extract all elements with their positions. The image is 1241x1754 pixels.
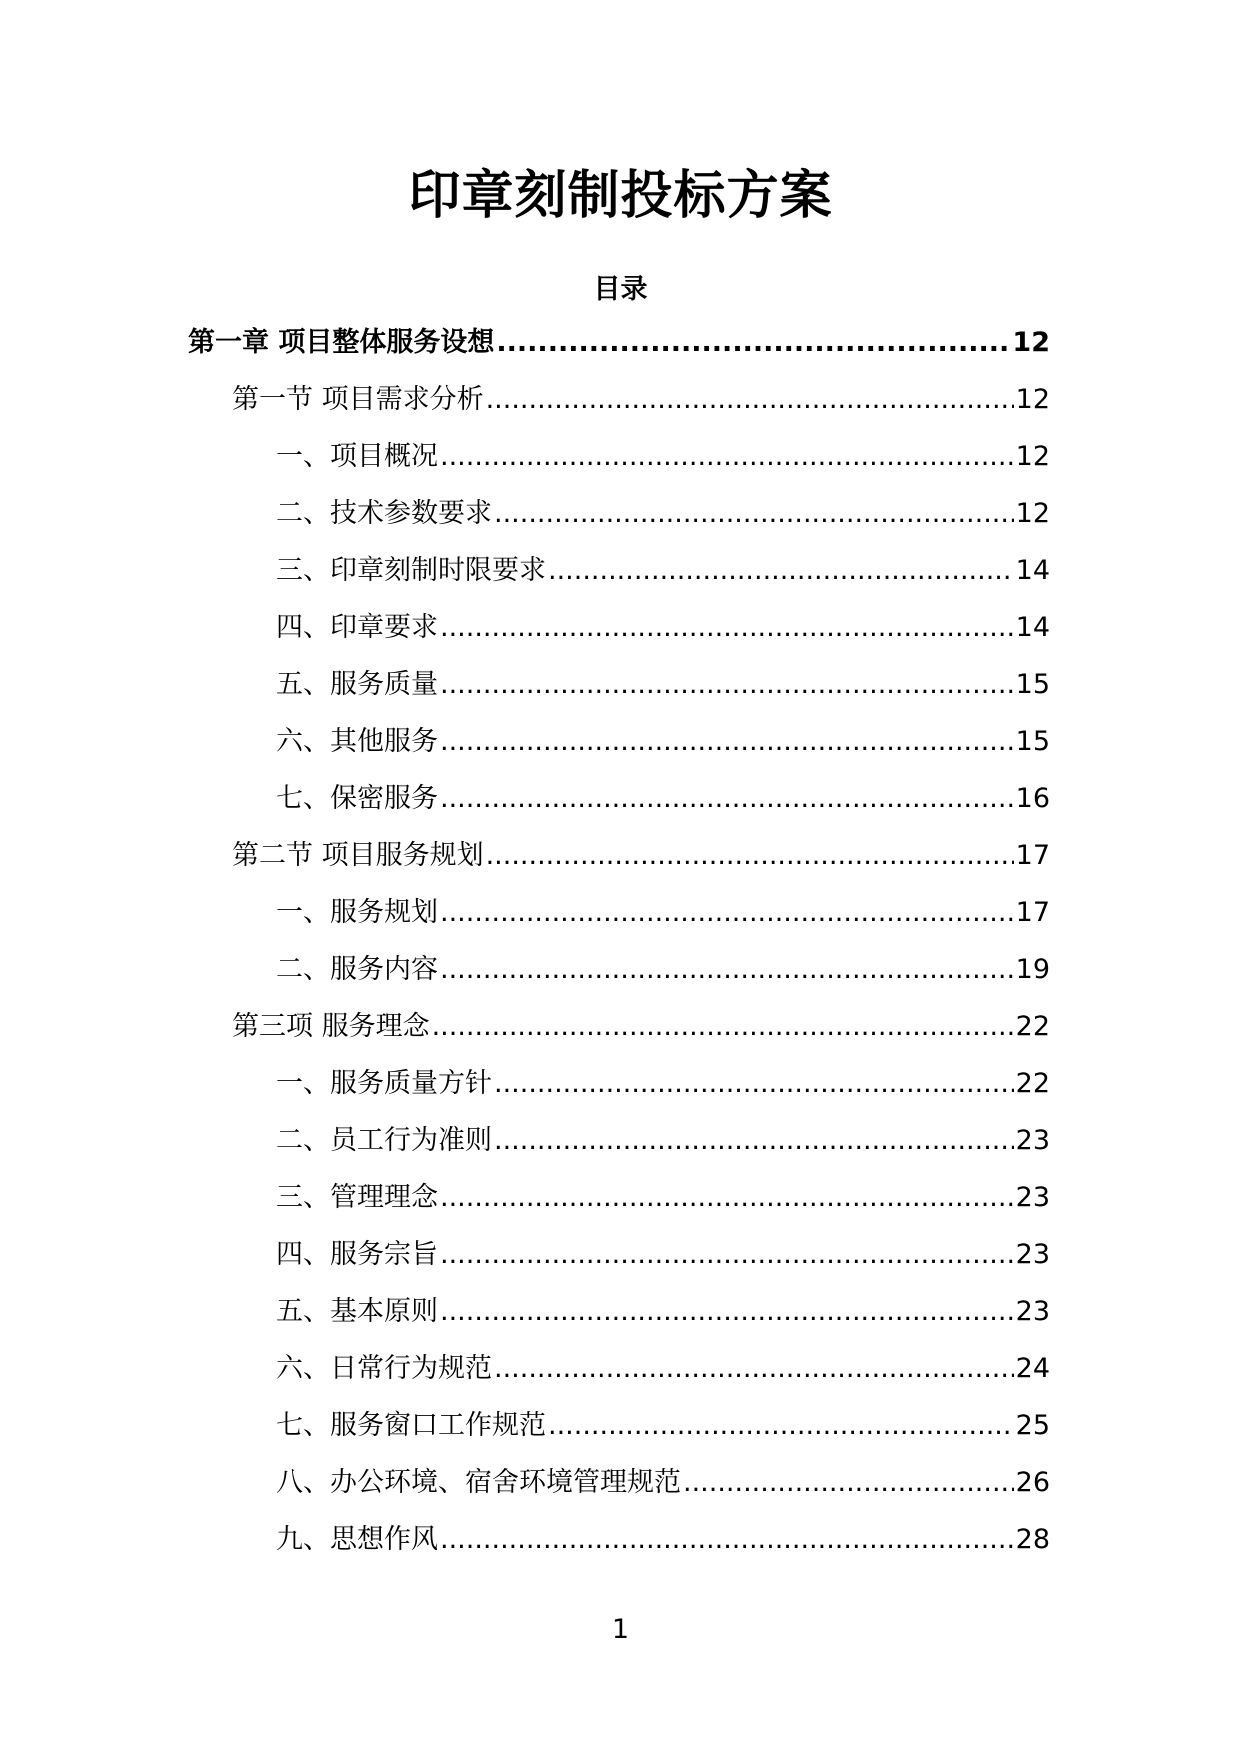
toc-entry-page: 28 [1015, 1524, 1050, 1555]
toc-entry-title: 一、服务质量方针 [276, 1068, 492, 1099]
toc-entry[interactable] [0, 380, 1241, 437]
toc-dot-leader [440, 665, 1014, 705]
toc-entry[interactable] [0, 494, 1241, 551]
toc-entry[interactable] [0, 1292, 1241, 1349]
toc-entry-page: 12 [1015, 441, 1050, 472]
toc-dot-leader [486, 380, 1014, 420]
toc-dot-leader [494, 1121, 1014, 1161]
toc-entry[interactable] [0, 779, 1241, 836]
toc-entry-page: 15 [1015, 726, 1050, 757]
toc-entry-page: 23 [1015, 1182, 1050, 1213]
toc-dot-leader [440, 1235, 1014, 1275]
toc-entry-page: 12 [1015, 498, 1050, 529]
toc-entry-page: 22 [1015, 1068, 1050, 1099]
toc-entry-page: 15 [1015, 669, 1050, 700]
toc-entry[interactable] [0, 1007, 1241, 1064]
toc-entry-title: 第三项 服务理念 [232, 1011, 430, 1042]
toc-entry-page: 23 [1015, 1239, 1050, 1270]
toc-entry-title: 二、员工行为准则 [276, 1125, 492, 1156]
toc-entry[interactable] [0, 665, 1241, 722]
toc-entry[interactable] [0, 1121, 1241, 1178]
toc-entry[interactable] [0, 1235, 1241, 1292]
toc-entry-title: 第二节 项目服务规划 [232, 840, 484, 871]
toc-entry[interactable] [0, 950, 1241, 1007]
toc-entry-title: 六、日常行为规范 [276, 1353, 492, 1384]
toc-entry-title: 三、印章刻制时限要求 [276, 555, 546, 586]
toc-dot-leader [440, 608, 1014, 648]
toc-entry[interactable] [0, 1463, 1241, 1520]
toc-entry[interactable] [0, 1349, 1241, 1406]
toc-entry-title: 第一节 项目需求分析 [232, 384, 484, 415]
toc-dot-leader [683, 1463, 1014, 1503]
toc-entry[interactable] [0, 437, 1241, 494]
toc-entry-title: 四、服务宗旨 [276, 1239, 438, 1270]
toc-dot-leader [432, 1007, 1014, 1047]
toc-entry-title: 九、思想作风 [276, 1524, 438, 1555]
toc-entry[interactable] [0, 608, 1241, 665]
toc-dot-leader [494, 1349, 1014, 1389]
toc-entry-page: 14 [1015, 555, 1050, 586]
toc-entry-page: 12 [1012, 327, 1050, 358]
toc-dot-leader [486, 836, 1014, 876]
toc-entry-page: 17 [1015, 840, 1050, 871]
toc-dot-leader [440, 1520, 1014, 1560]
toc-entry-page: 26 [1015, 1467, 1050, 1498]
toc-entry-title: 五、基本原则 [276, 1296, 438, 1327]
toc-entry-title: 八、办公环境、宿舍环境管理规范 [276, 1467, 681, 1498]
toc-entry-title: 五、服务质量 [276, 669, 438, 700]
toc-entry[interactable] [0, 323, 1241, 380]
toc-entry[interactable] [0, 1520, 1241, 1577]
toc-entry[interactable] [0, 551, 1241, 608]
toc-entry[interactable] [0, 722, 1241, 779]
toc-dot-leader [440, 1178, 1014, 1218]
toc-entry-page: 16 [1015, 783, 1050, 814]
toc-entry-page: 23 [1015, 1296, 1050, 1327]
toc-dot-leader [440, 779, 1014, 819]
toc-dot-leader [548, 551, 1014, 591]
toc-dot-leader [440, 950, 1014, 990]
table-of-contents [0, 323, 1241, 1577]
toc-entry-page: 25 [1015, 1410, 1050, 1441]
toc-dot-leader [496, 323, 1010, 363]
toc-entry-title: 七、保密服务 [276, 783, 438, 814]
toc-dot-leader [494, 1064, 1014, 1104]
toc-dot-leader [440, 722, 1014, 762]
toc-entry-title: 第一章 项目整体服务设想 [188, 327, 495, 358]
toc-dot-leader [440, 1292, 1014, 1332]
toc-entry[interactable] [0, 1406, 1241, 1463]
toc-entry-title: 二、服务内容 [276, 954, 438, 985]
toc-heading: 目录 [593, 274, 648, 305]
toc-entry[interactable] [0, 893, 1241, 950]
toc-entry-title: 三、管理理念 [276, 1182, 438, 1213]
toc-entry-title: 二、技术参数要求 [276, 498, 492, 529]
toc-dot-leader [440, 893, 1014, 933]
document-title: 印章刻制投标方案 [408, 166, 833, 226]
toc-dot-leader [494, 494, 1014, 534]
toc-entry[interactable] [0, 1064, 1241, 1121]
toc-entry[interactable] [0, 836, 1241, 893]
toc-dot-leader [440, 437, 1014, 477]
toc-entry-page: 19 [1015, 954, 1050, 985]
toc-entry-title: 六、其他服务 [276, 726, 438, 757]
toc-entry[interactable] [0, 1178, 1241, 1235]
toc-entry-page: 14 [1015, 612, 1050, 643]
toc-entry-page: 12 [1015, 384, 1050, 415]
toc-entry-title: 一、项目概况 [276, 441, 438, 472]
toc-entry-page: 17 [1015, 897, 1050, 928]
toc-entry-title: 七、服务窗口工作规范 [276, 1410, 546, 1441]
toc-entry-title: 一、服务规划 [276, 897, 438, 928]
toc-entry-title: 四、印章要求 [276, 612, 438, 643]
toc-entry-page: 24 [1015, 1353, 1050, 1384]
toc-dot-leader [548, 1406, 1014, 1446]
toc-entry-page: 22 [1015, 1011, 1050, 1042]
toc-entry-page: 23 [1015, 1125, 1050, 1156]
page-number: 1 [611, 1614, 630, 1645]
